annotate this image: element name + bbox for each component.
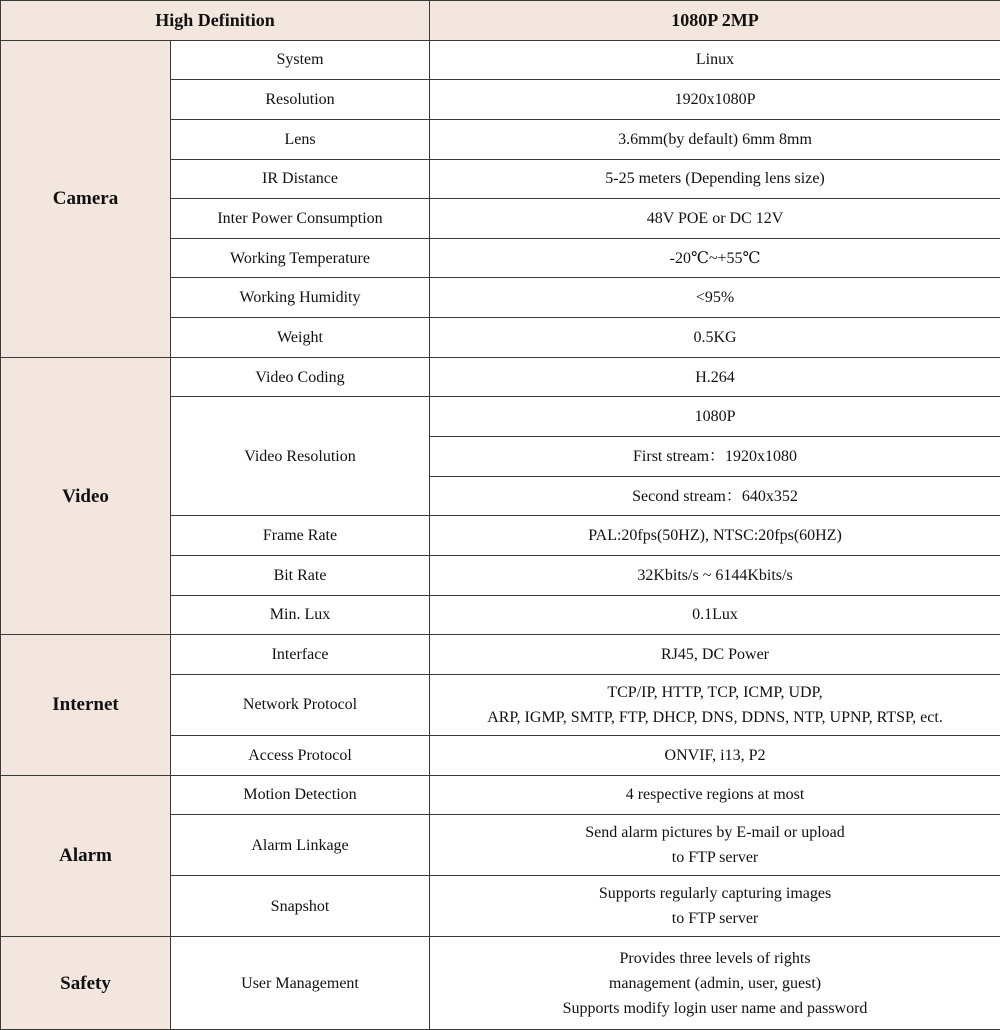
spec-label: Alarm Linkage xyxy=(171,815,430,876)
spec-label: Snapshot xyxy=(171,876,430,937)
spec-value xyxy=(430,318,1000,358)
spec-label: IR Distance xyxy=(171,159,430,199)
group-label-alarm: Alarm xyxy=(1,775,171,937)
spec-value-line: Send alarm pictures by E-mail or upload xyxy=(585,824,845,842)
spec-value xyxy=(430,815,1000,876)
spec-row xyxy=(1,775,1000,815)
spec-value-line: H.264 xyxy=(695,368,735,386)
spec-label: Network Protocol xyxy=(171,674,430,735)
spec-value-line: ONVIF, i13, P2 xyxy=(664,746,766,764)
spec-value xyxy=(430,397,1000,437)
spec-value xyxy=(430,238,1000,278)
spec-value xyxy=(430,516,1000,556)
spec-value xyxy=(430,437,1000,477)
spec-value-line: -20℃~+55℃ xyxy=(669,249,761,267)
spec-value xyxy=(430,876,1000,937)
spec-value-line: Linux xyxy=(695,51,735,69)
spec-value xyxy=(430,775,1000,815)
spec-value-line: 32Kbits/s ~ 6144Kbits/s xyxy=(637,566,793,584)
spec-value xyxy=(430,937,1000,1030)
spec-value-line: to FTP server xyxy=(671,849,759,867)
spec-value-line: 48V POE or DC 12V xyxy=(646,210,784,228)
spec-label: Resolution xyxy=(171,80,430,120)
spec-value xyxy=(430,40,1000,80)
spec-value xyxy=(430,635,1000,675)
spec-row xyxy=(1,40,1000,80)
spec-value xyxy=(430,735,1000,775)
spec-value-line: to FTP server xyxy=(671,910,759,928)
spec-label: Lens xyxy=(171,119,430,159)
spec-table-body xyxy=(1,1,1000,1030)
spec-value-line: 3.6mm(by default) 6mm 8mm xyxy=(618,130,812,148)
spec-label: Inter Power Consumption xyxy=(171,199,430,239)
header-left-cell: High Definition xyxy=(1,1,430,41)
spec-value-line: 4 respective regions at most xyxy=(625,786,805,804)
spec-value-line: Supports regularly capturing images xyxy=(598,885,832,903)
spec-value xyxy=(430,159,1000,199)
spec-value xyxy=(430,119,1000,159)
spec-label: Access Protocol xyxy=(171,735,430,775)
spec-label: Min. Lux xyxy=(171,595,430,635)
header-row xyxy=(1,1,1000,41)
spec-label: Interface xyxy=(171,635,430,675)
spec-value-line: ARP, IGMP, SMTP, FTP, DHCP, DNS, DDNS, NTP, UPNP, RTSP, ect. xyxy=(487,708,943,726)
spec-value xyxy=(430,80,1000,120)
spec-value xyxy=(430,357,1000,397)
header-right-cell: 1080P 2MP xyxy=(430,1,1000,41)
group-label-safety: Safety xyxy=(1,937,171,1030)
group-label-internet: Internet xyxy=(1,635,171,775)
spec-row xyxy=(1,937,1000,1030)
spec-label: Motion Detection xyxy=(171,775,430,815)
spec-value xyxy=(430,199,1000,239)
group-label-video: Video xyxy=(1,357,171,634)
spec-label: Weight xyxy=(171,318,430,358)
spec-value-line: First stream：1920x1080 xyxy=(633,447,798,465)
spec-label: Video Resolution xyxy=(171,397,430,516)
spec-value xyxy=(430,555,1000,595)
spec-value-line: 0.5KG xyxy=(693,328,737,346)
spec-value-line: Second stream：640x352 xyxy=(632,487,798,505)
spec-value-line: 5-25 meters (Depending lens size) xyxy=(605,170,825,188)
spec-value-line: 1920x1080P xyxy=(674,91,756,109)
spec-value xyxy=(430,595,1000,635)
spec-label: User Management xyxy=(171,937,430,1030)
spec-row xyxy=(1,635,1000,675)
spec-value-line: 0.1Lux xyxy=(692,606,738,624)
spec-value xyxy=(430,476,1000,516)
spec-label: Frame Rate xyxy=(171,516,430,556)
spec-value xyxy=(430,674,1000,735)
spec-label: System xyxy=(171,40,430,80)
spec-value-line: Supports modify login user name and password xyxy=(562,999,868,1017)
spec-value-line: 1080P xyxy=(694,408,736,426)
spec-value-line: Provides three levels of rights xyxy=(619,949,811,967)
spec-label: Bit Rate xyxy=(171,555,430,595)
group-label-camera: Camera xyxy=(1,40,171,357)
spec-label: Working Humidity xyxy=(171,278,430,318)
spec-value-line: <95% xyxy=(695,289,735,307)
spec-label: Working Temperature xyxy=(171,238,430,278)
spec-row xyxy=(1,357,1000,397)
spec-value-line: PAL:20fps(50HZ), NTSC:20fps(60HZ) xyxy=(588,527,842,545)
spec-value xyxy=(430,278,1000,318)
spec-label: Video Coding xyxy=(171,357,430,397)
spec-value-line: RJ45, DC Power xyxy=(661,646,770,664)
spec-value-line: TCP/IP, HTTP, TCP, ICMP, UDP, xyxy=(607,683,823,701)
spec-value-line: management (admin, user, guest) xyxy=(608,974,822,992)
